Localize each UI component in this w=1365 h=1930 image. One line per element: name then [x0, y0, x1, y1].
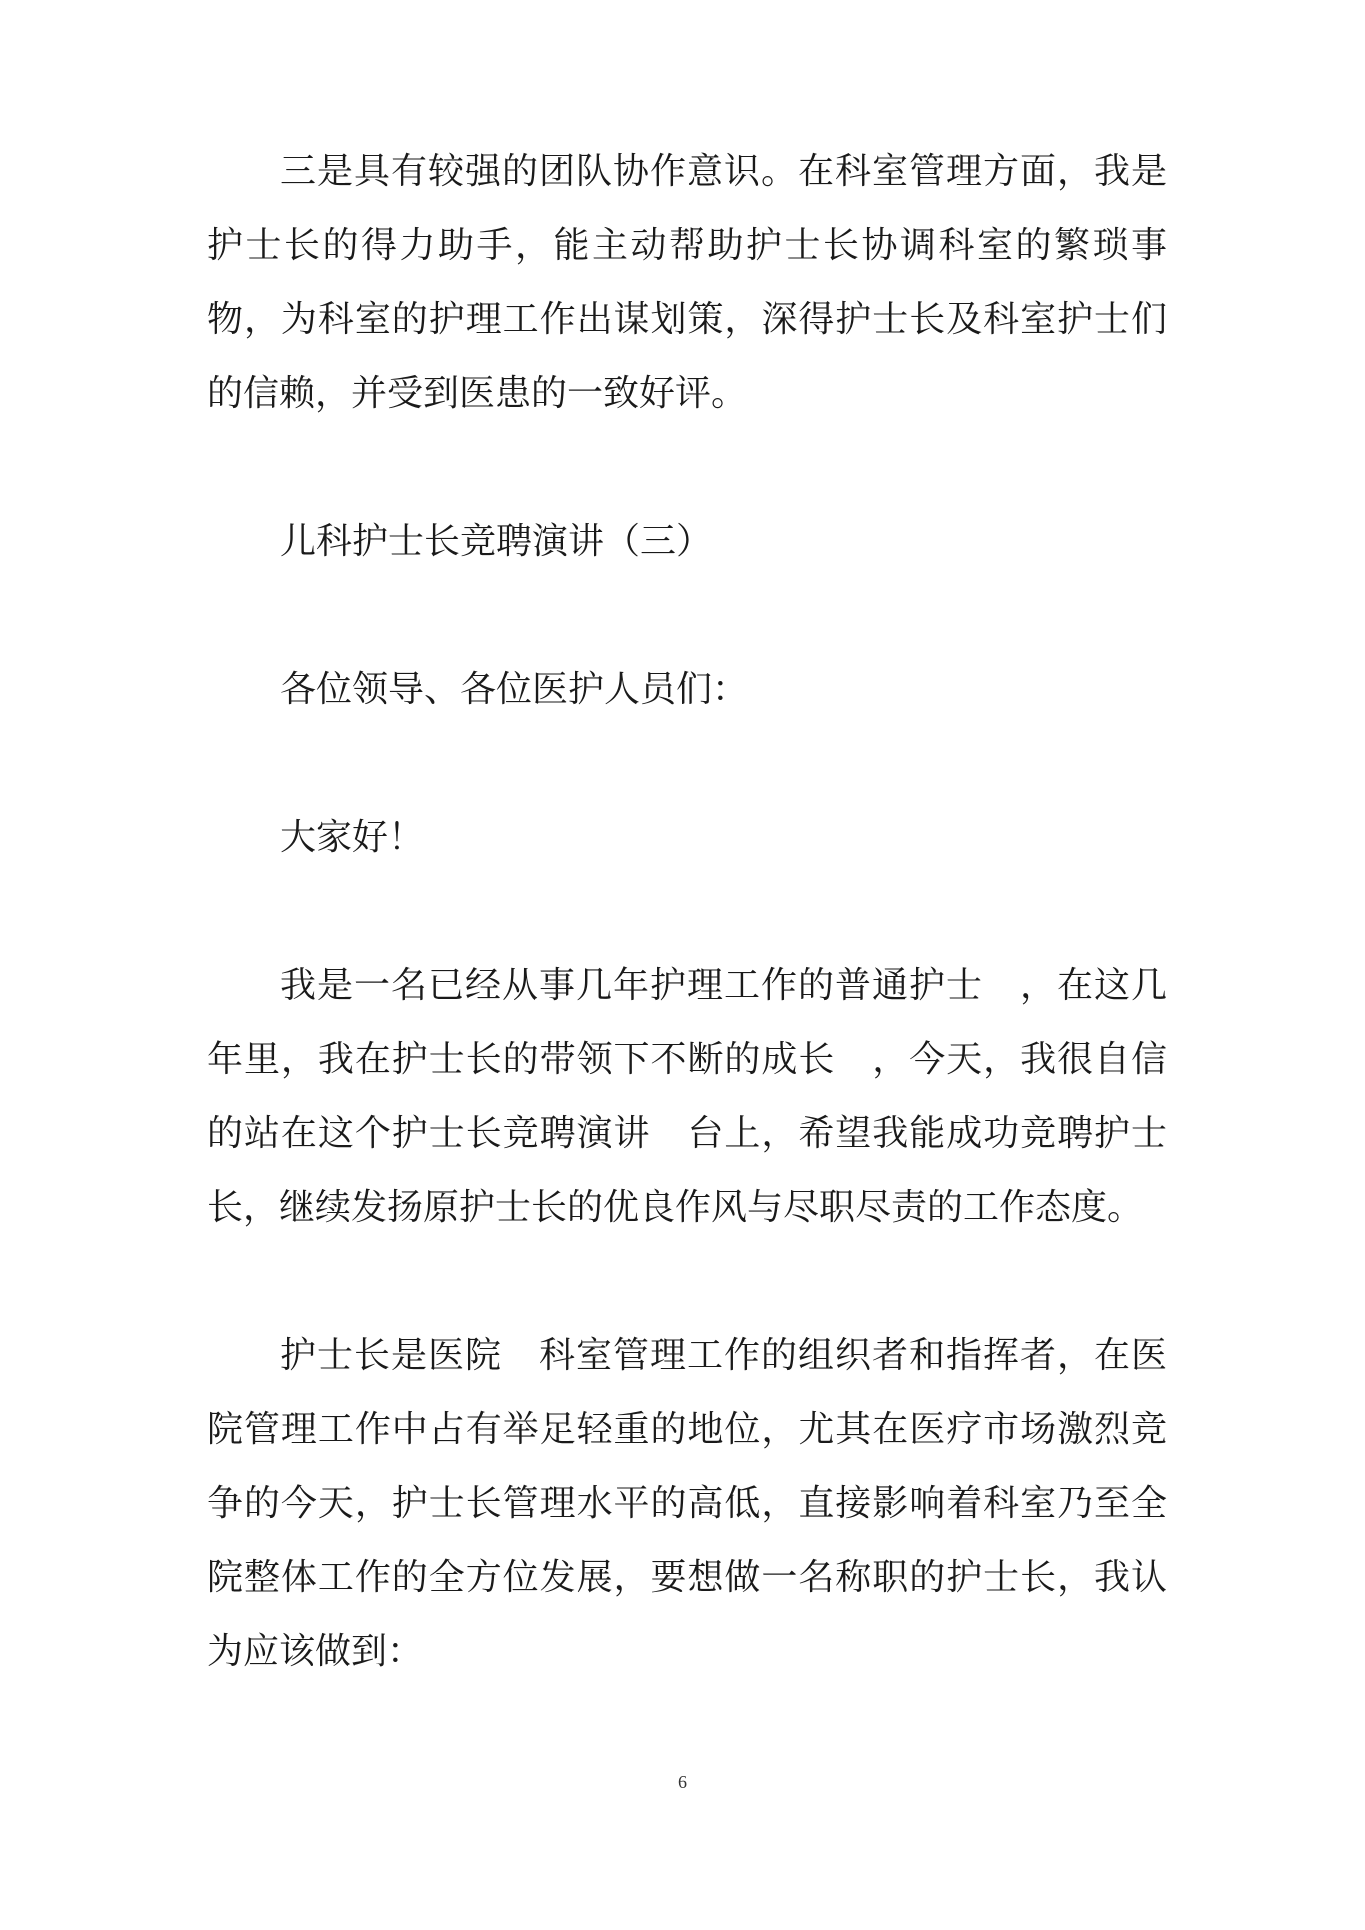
document-body [207, 505, 1167, 579]
paragraph-head-nurse-role: 护士长是医院 科室管理工作的组织者和指挥者，在医院管理工作中占有举足轻重的地位，尤其在医疗市场激烈竞争的今天，护士长管理水平的高低，直接影响着科室乃至全院整体工作的全方位发展，要想做一名称职的护士长，我认为应该做到： [207, 1335, 1167, 1672]
paragraph-introduction: 我是一名已经从事几年护理工作的普通护士 ，在这几年里，我在护士长的带领下不断的成长 ，今天，我很自信 的站在这个护士长竞聘演讲 台上，希望我能成功竞聘护士长，继续发扬原护士长的优良作风与尽职尽责的工作态度。 [207, 965, 1204, 1228]
document-body [207, 801, 1167, 875]
section-heading: 儿科护士长竞聘演讲（三） [280, 521, 713, 562]
salutation: 各位领导、各位医护人员们： [280, 669, 749, 710]
page-number: 6 [678, 1772, 687, 1792]
document-body [207, 1319, 1167, 1689]
document-body [207, 949, 1204, 1245]
paragraph-teamwork: 三是具有较强的团队协作意识。在科室管理方面，我是护士长的得力助手，能主动帮助护士长协调科室的繁琐事物，为科室的护理工作出谋划策，深得护士长及科室护士们的信赖，并受到医患的一致好评。 [207, 151, 1167, 414]
document-body [207, 653, 1167, 727]
document-body [207, 135, 1167, 431]
greeting: 大家好！ [280, 817, 425, 858]
